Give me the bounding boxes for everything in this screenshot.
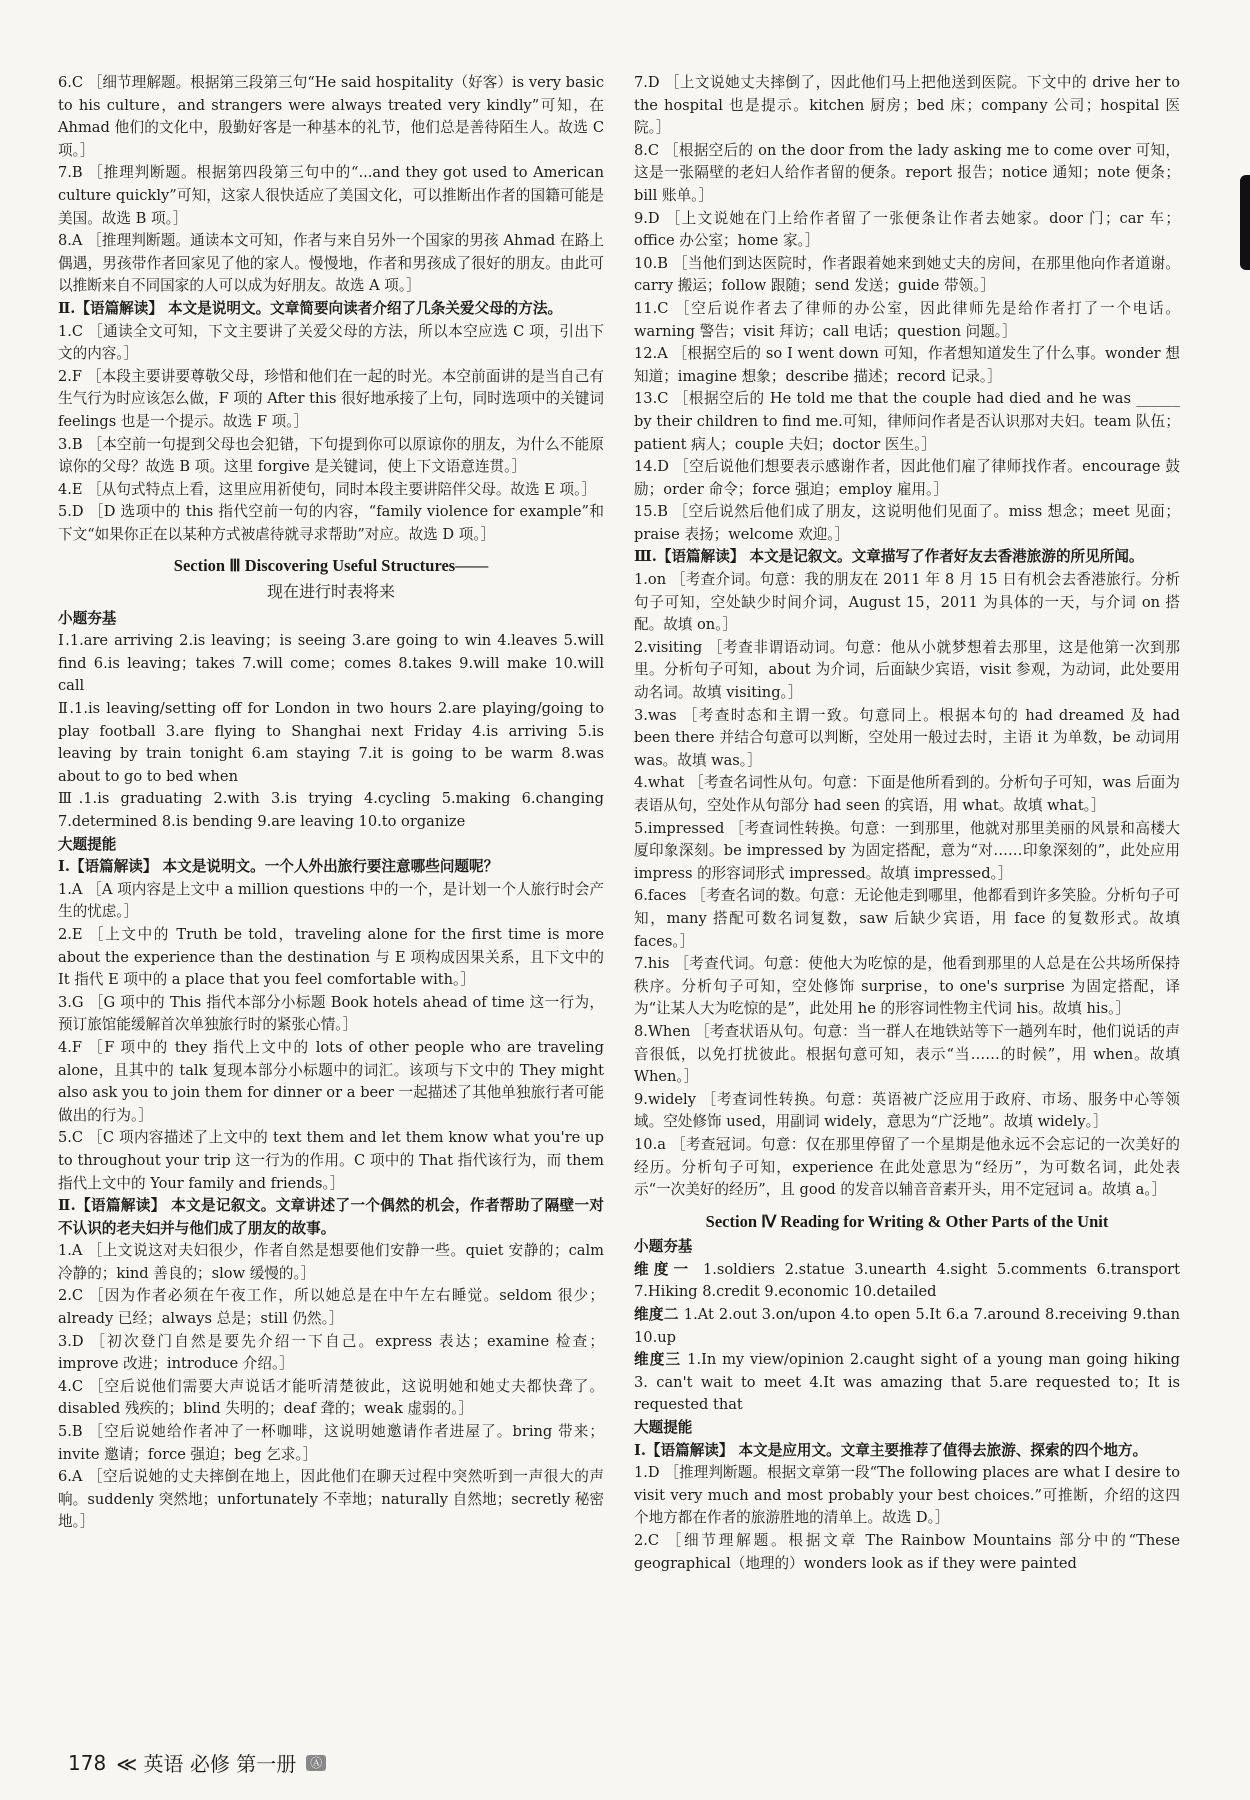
answer-item: 2.visiting ［考查非谓语动词。句意：他从小就梦想着去那里，这是他第一次到那里。分析句子可知，about 为介词，后面缺少宾语，visit 参观，为动词，此处要用动名词。故填 visiting。］ — [634, 638, 1180, 702]
answer-item: 14.D ［空后说他们想要表示感谢作者，因此他们雇了律师找作者。encourage 鼓励；order 命令；force 强迫；employ 雇用。］ — [634, 458, 1180, 498]
section-subtitle: 现在进行时表将来 — [266, 582, 395, 602]
answer-item: 1.A ［上文说这对夫妇很少，作者自然是想要他们安静一些。quiet 安静的；calm 冷静的；kind 善良的；slow 缓慢的。］ — [58, 1242, 604, 1282]
dimension-answers: 1.soldiers 2.statue 3.unearth 4.sight 5.comments 6.transport 7.Hiking 8.credit 9.economic 10.detailed — [634, 1260, 1180, 1301]
dimension-row — [634, 1349, 1180, 1417]
section-title: Section Ⅳ Reading for Writing & Other Parts of the Unit — [705, 1211, 1109, 1231]
answer-item: 2.C ［因为作者必须在午夜工作，所以她总是在中午左右睡觉。seldom 很少；already 已经；always 总是；still 仍然。］ — [58, 1287, 604, 1328]
answer-item: 9.D ［上文说她在门上给作者留了一张便条让作者去她家。door 门；car 车；office 办公室；home 家。］ — [634, 209, 1180, 250]
answer-item: 3.B ［本空前一句提到父母也会犯错，下句提到你可以原谅你的朋友，为什么不能原谅你的父母？故选 B 项。这里 forgive 是关键词，使上下文语意连贯。］ — [58, 435, 604, 476]
dimension-row — [634, 1259, 1180, 1304]
answer-item: 5.B ［空后说她给作者冲了一杯咖啡，这说明她邀请作者进屋了。bring 带来；invite 邀请；force 强迫；beg 乞求。］ — [58, 1423, 604, 1463]
exercise-answers: Ⅲ.1.is graduating 2.with 3.is trying 4.cycling 5.making 6.changing 7.determined 8.is bending 9.are leaving 10.to organize — [58, 790, 604, 830]
section-title: Section Ⅲ Discovering Useful Structures—— — [173, 556, 489, 576]
exercise-label: 大题提能 — [58, 835, 117, 853]
exercise-label: 大题提能 — [634, 1419, 693, 1437]
dimension-label: 维度二 — [634, 1306, 679, 1324]
answer-item: 1.D ［推理判断题。根据文章第一段“The following places are what I desire to visit very much and most probably your best choices.”可推断，介绍的这四个地方都在作者的旅游胜地的清单上。故选 D。］ — [634, 1464, 1180, 1527]
answer-item: 5.D ［D 选项中的 this 指代空前一句的内容，“family violence for example”和下文“如果你正在以某种方式被虐待就寻求帮助”对应。故选 D 项。］ — [58, 503, 604, 543]
answer-item: 6.A ［空后说她的丈夫摔倒在地上，因此他们在聊天过程中突然听到一声很大的声响。suddenly 突然地；unfortunately 不幸地；naturally 自然地；secretly 秘密地。］ — [58, 1468, 604, 1531]
answer-item: 6.faces ［考查名词的数。句意：无论他走到哪里，他都看到许多笑脸。分析句子可知，many 搭配可数名词复数，saw 后缺少宾语，用 face 的复数形式。故填 faces。］ — [634, 887, 1180, 950]
exercise-label: 小题夯基 — [634, 1238, 693, 1256]
answer-item: 10.a ［考查冠词。句意：仅在那里停留了一个星期是他永远不会忘记的一次美好的经历。分析句子可知，experience 在此处意思为“经历”，为可数名词，此处表示“一次美好的经历”，且 good 的发音以辅音音素开头，用不定冠词 a。故填 a。］ — [634, 1135, 1180, 1199]
answer-item: 13.C ［根据空后的 He told me that the couple had died and he was ______ by their children to find me.可知，律师问作者是否认识那对夫妇。team 队伍；patient 病人；couple 夫妇；doctor 医生。］ — [634, 390, 1180, 453]
section-heading: Ⅱ.【语篇解读】 本文是说明文。文章简要向读者介绍了几条关爱父母的方法。 — [58, 299, 563, 317]
answer-item: 4.E ［从句式特点上看，这里应用祈使句，同时本段主要讲陪伴父母。故选 E 项。］ — [58, 480, 597, 498]
answer-item: 8.C ［根据空后的 on the door from the lady asking me to come over 可知，这是一张隔壁的老妇人给作者留的便条。report 报告；notice 通知；note 便条；bill 账单。］ — [634, 141, 1180, 204]
dimension-label: 维度一 — [634, 1260, 694, 1278]
edition-badge: Ⓐ — [306, 1755, 326, 1771]
answer-item: 2.C ［细节理解题。根据文章 The Rainbow Mountains 部分中的“These geographical（地理的）wonders look as if they were painted — [634, 1532, 1180, 1572]
answer-item: 5.C ［C 项内容描述了上文中的 text them and let them know what you're up to throughout your trip 这一行为的作用。C 项中的 That 指代该行为，而 them 指代上文中的 Your family and friends。］ — [58, 1129, 604, 1192]
dimension-answers: 1.At 2.out 3.on/upon 4.to open 5.It 6.a 7.around 8.receiving 9.than 10.up — [634, 1306, 1180, 1346]
answer-item: 7.B ［推理判断题。根据第四段第三句中的“...and they got used to American culture quickly”可知，这家人很快适应了美国文化，可以推断出作者的国籍可能是美国。故选 B 项。］ — [58, 164, 604, 227]
section-heading: Ⅰ.【语篇解读】 本文是应用文。文章主要推荐了值得去旅游、探索的四个地方。 — [634, 1441, 1148, 1459]
answer-item: 15.B ［空后说然后他们成了朋友，这说明他们见面了。miss 想念；meet 见面；praise 表扬；welcome 欢迎。］ — [634, 503, 1180, 543]
dimension-label: 维度三 — [634, 1351, 682, 1369]
page-number: 178 — [68, 1750, 107, 1775]
answer-item: 4.F ［F 项中的 they 指代上文中的 lots of other people who are traveling alone，且其中的 talk 复现本部分小标题中的词汇。该项与下文中的 They might also ask you to join them for dinner or a beer 一起描述了其他单独旅行者可能做出的行为。］ — [58, 1038, 604, 1124]
answer-item: 4.C ［空后说他们需要大声说话才能听清楚彼此，这说明她和她丈夫都快聋了。disabled 残疾的；blind 失明的；deaf 聋的；weak 虚弱的。］ — [58, 1377, 604, 1418]
exercise-label: 小题夯基 — [58, 609, 117, 627]
left-column — [58, 72, 604, 1575]
answer-item: 6.C ［细节理解题。根据第三段第三句“He said hospitality（好客）is very basic to his culture，and strangers were always treated very kindly”可知，在 Ahmad 他们的文化中，殷勤好客是一种基本的礼节，他们总是善待陌生人。故选 C 项。］ — [58, 74, 604, 159]
section-heading: Ⅲ.【语篇解读】 本文是记叙文。文章描写了作者好友去香港旅游的所见所闻。 — [634, 548, 1144, 566]
book-title: ≪ 英语 必修 第一册 — [116, 1752, 297, 1776]
answer-item: 1.on ［考查介词。句意：我的朋友在 2011 年 8 月 15 日有机会去香港旅行。分析句子可知，空处缺少时间介词，August 15，2011 为具体的一天，与介词 on 搭配。故填 on。］ — [634, 571, 1180, 634]
answer-item: 1.C ［通读全文可知，下文主要讲了关爱父母的方法，所以本空应选 C 项，引出下文的内容。］ — [58, 322, 604, 363]
answer-item: 2.E ［上文中的 Truth be told，traveling alone for the first time is more about the experience than the destination 与 E 项构成因果关系，且下文中的 It 指代 E 项中的 a place that you feel comfortable with。］ — [58, 925, 604, 989]
answer-item: 12.A ［根据空后的 so I went down 可知，作者想知道发生了什么事。wonder 想知道；imagine 想象；describe 描述；record 记录。］ — [634, 345, 1180, 385]
dimension-answers: 1.In my view/opinion 2.caught sight of a young man going hiking 3. can't wait to meet 4.It was amazing that 5.are requested to；It is requested that — [634, 1351, 1180, 1414]
answer-item: 10.B ［当他们到达医院时，作者跟着她来到她丈夫的房间，在那里他向作者道谢。carry 搬运；follow 跟随；send 发送；guide 带领。］ — [634, 254, 1180, 295]
answer-item: 1.A ［A 项内容是上文中 a million questions 中的一个，是计划一个人旅行时会产生的忧虑。］ — [58, 880, 604, 921]
answer-item: 9.widely ［考查词性转换。句意：英语被广泛应用于政府、市场、服务中心等领域。空处修饰 used，用副词 widely，意思为“广泛地”。故填 widely。］ — [634, 1090, 1180, 1131]
exercise-answers: Ⅱ.1.is leaving/setting off for London in two hours 2.are playing/going to play football 3.are flying to Shanghai next Friday 4.is arriving 5.is leaving by train tonight 6.am staying 7.it is going to be warm 8.was about to go to bed when — [58, 700, 604, 785]
dimension-row — [634, 1304, 1180, 1349]
page-footer — [68, 1748, 326, 1777]
answer-item: 7.D ［上文说她丈夫摔倒了，因此他们马上把他送到医院。下文中的 drive her to the hospital 也是提示。kitchen 厨房；bed 床；company 公司；hospital 医院。］ — [634, 74, 1180, 137]
answer-item: 2.F ［本段主要讲要尊敬父母，珍惜和他们在一起的时光。本空前面讲的是当自己有生气行为时应该怎么做，F 项的 After this 很好地承接了上句，同时选项中的关键词 feelings 也是一个提示。故选 F 项。］ — [58, 367, 604, 430]
answer-item: 11.C ［空后说作者去了律师的办公室，因此律师先是给作者打了一个电话。warning 警告；visit 拜访；call 电话；question 问题。］ — [634, 299, 1180, 340]
right-column — [634, 72, 1180, 1575]
exercise-answers: Ⅰ.1.are arriving 2.is leaving；is seeing 3.are going to win 4.leaves 5.will find 6.is leaving；takes 7.will come；comes 8.takes 9.will make 10.will call — [58, 632, 604, 695]
answer-item: 8.A ［推理判断题。通读本文可知，作者与来自另外一个国家的男孩 Ahmad 在路上偶遇，男孩带作者回家见了他的家人。慢慢地，作者和男孩成了很好的朋友。由此可以推断来自不同国家的人可以成为好朋友。故选 A 项。］ — [58, 232, 604, 295]
answer-item: 3.G ［G 项中的 This 指代本部分小标题 Book hotels ahead of time 这一行为，预订旅馆能缓解首次单独旅行时的紧张心情。］ — [58, 993, 604, 1034]
answer-item: 3.was ［考查时态和主谓一致。句意同上。根据本句的 had dreamed 及 had been there 并结合句意可以判断，空处用一般过去时，主语 it 为单数，be 动词用 was。故填 was。］ — [634, 706, 1180, 769]
page-edge-mark — [1240, 175, 1250, 270]
answer-item: 4.what ［考查名词性从句。句意：下面是他所看到的。分析句子可知，was 后面为表语从句，空处作从句部分 had seen 的宾语，用 what。故填 what。］ — [634, 774, 1180, 814]
answer-item: 8.When ［考查状语从句。句意：当一群人在地铁站等下一趟列车时，他们说话的声音很低，以免打扰彼此。根据句意可知，表示“当……的时候”，用 when。故填 When。］ — [634, 1022, 1180, 1086]
answer-item: 5.impressed ［考查词性转换。句意：一到那里，他就对那里美丽的风景和高楼大厦印象深刻。be impressed by 为固定搭配，意为“对……印象深刻的”，此处应用 impress 的形容词形式 impressed。故填 impressed。］ — [634, 819, 1180, 882]
answer-item: 7.his ［考查代词。句意：使他大为吃惊的是，他看到那里的人总是在公共场所保持秩序。分析句子可知，空处修饰 surprise，to one's surprise 为固定搭配，译为“让某人大为吃惊的是”，此处用 he 的形容词性物主代词 his。故填 his。］ — [634, 955, 1180, 1018]
answer-item: 3.D ［初次登门自然是要先介绍一下自己。express 表达；examine 检查；improve 改进；introduce 介绍。］ — [58, 1332, 604, 1373]
section-heading: Ⅰ.【语篇解读】 本文是说明文。一个人外出旅行要注意哪些问题呢？ — [58, 858, 499, 876]
section-heading: Ⅱ.【语篇解读】 本文是记叙文。文章讲述了一个偶然的机会，作者帮助了隔壁一对不认识的老夫妇并与他们成了朋友的故事。 — [58, 1197, 604, 1237]
